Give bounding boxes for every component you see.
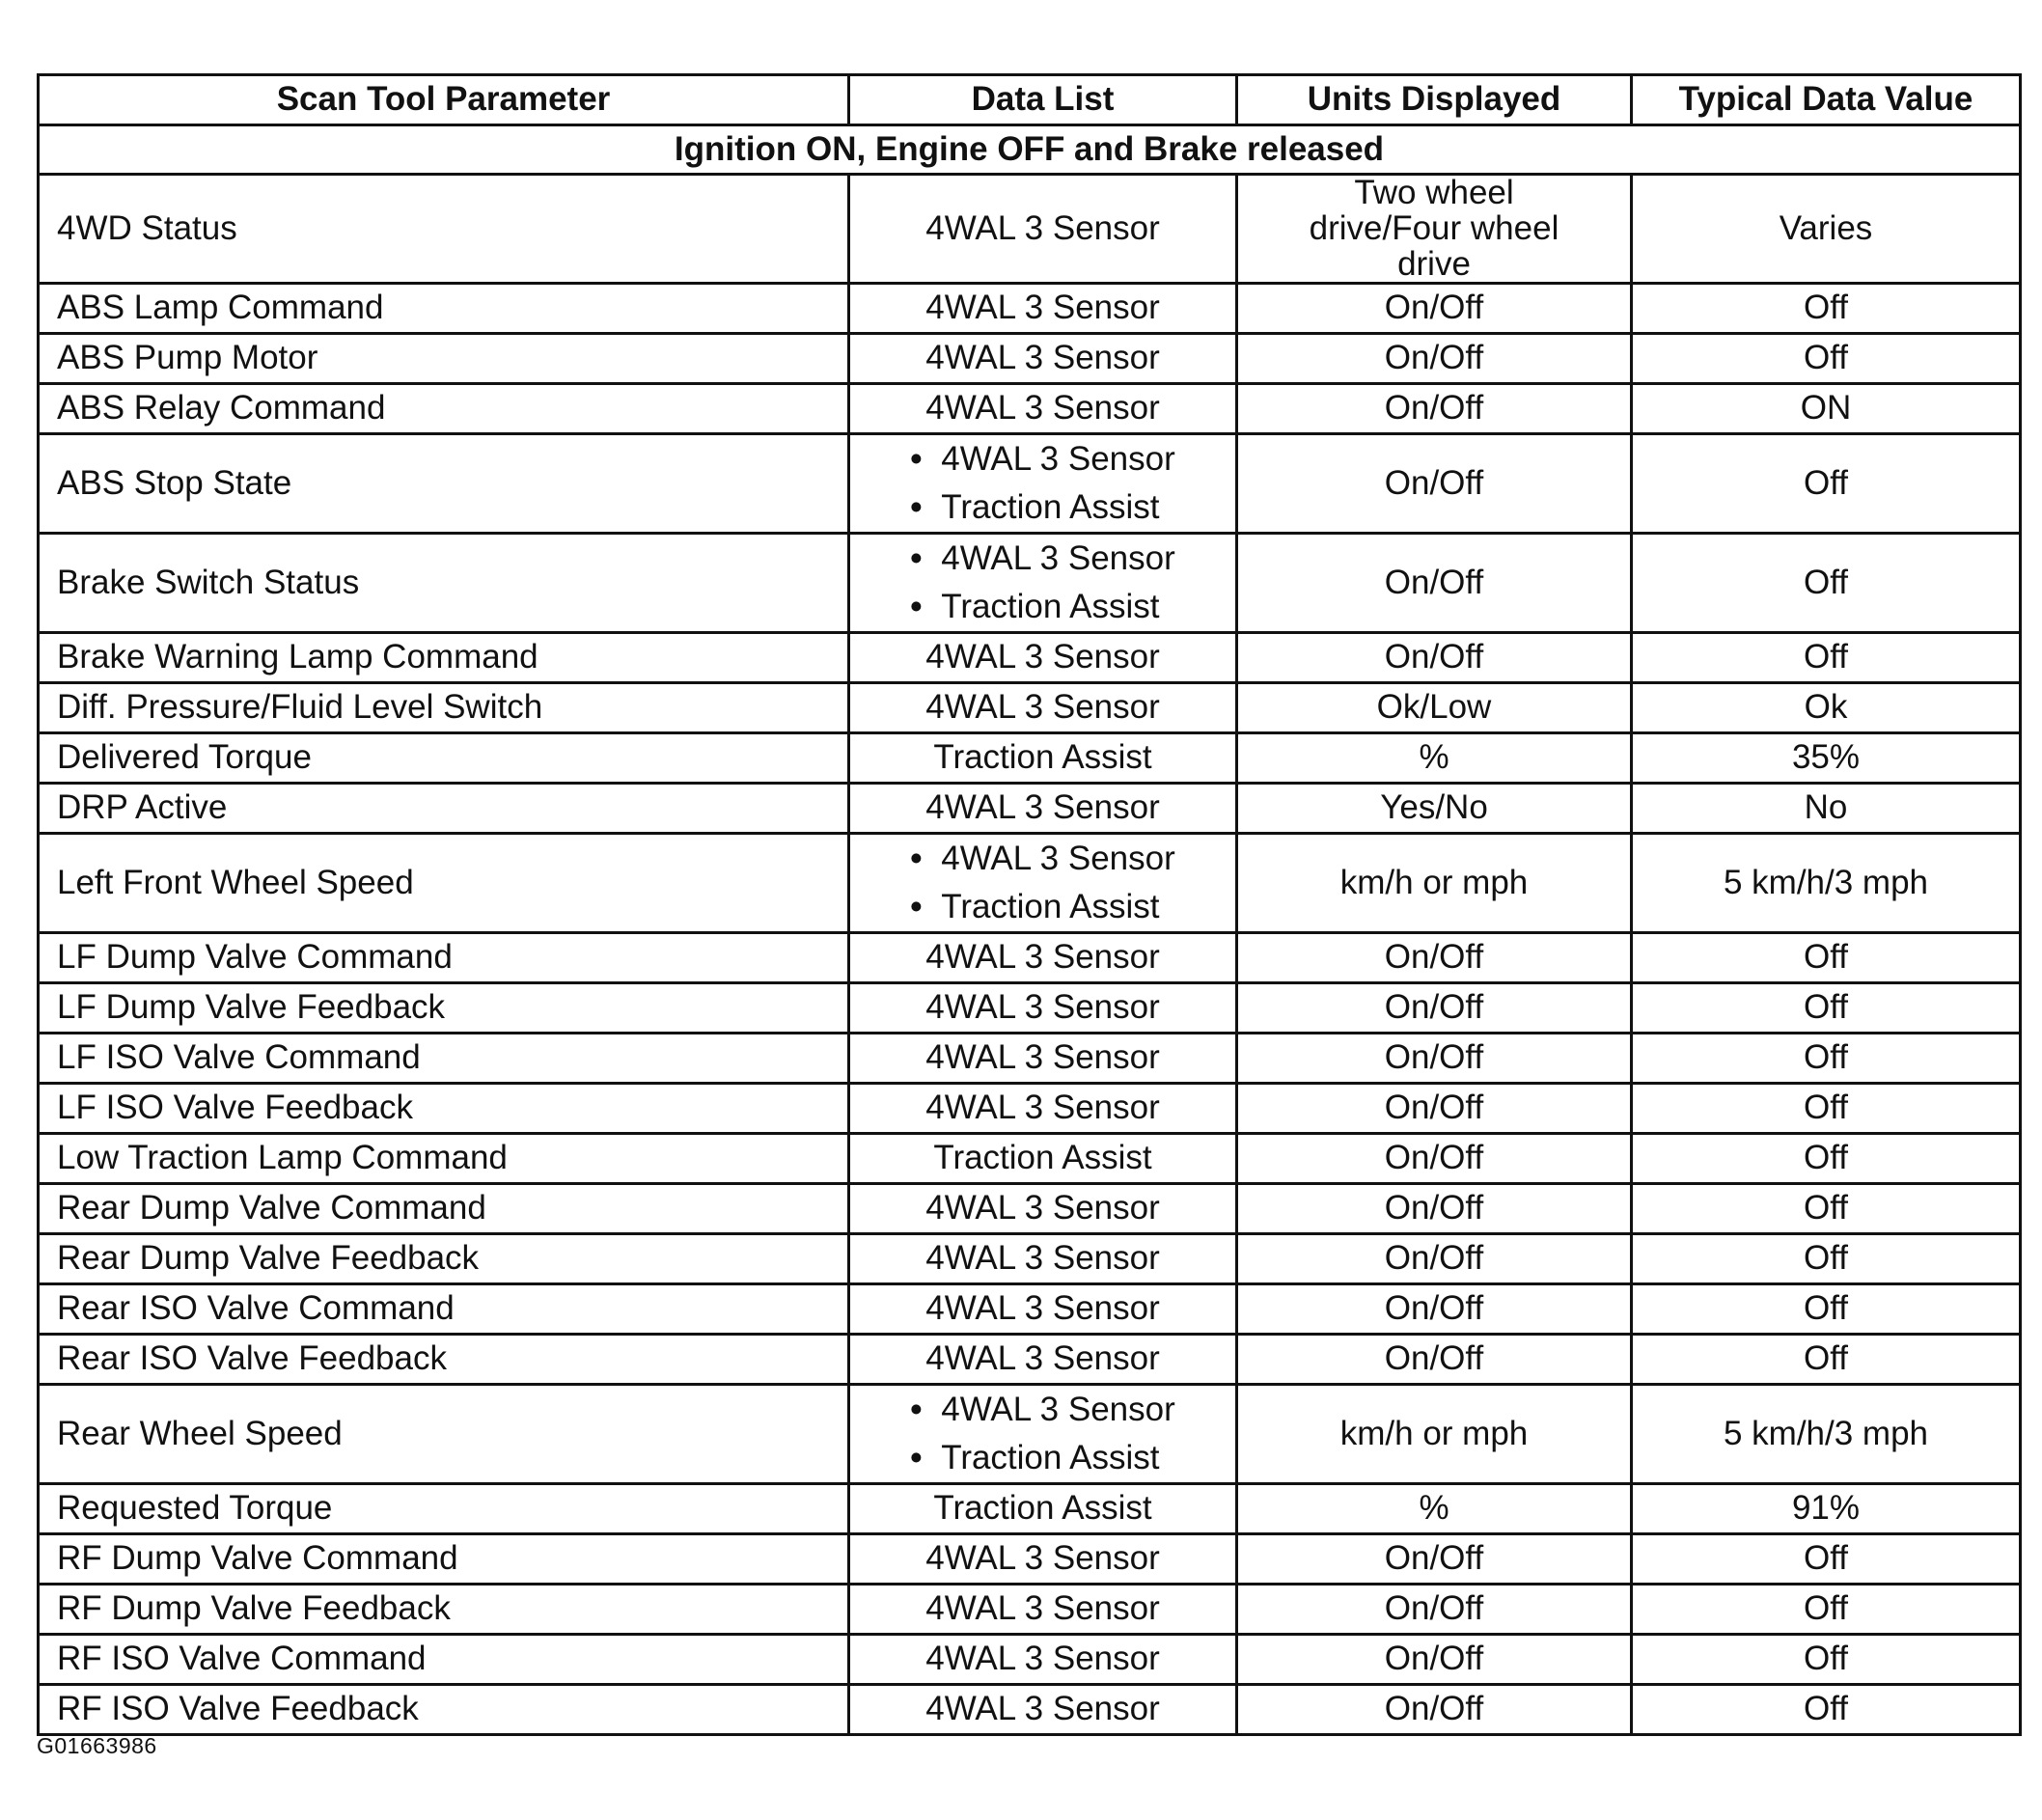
units-cell: On/Off <box>1237 983 1632 1034</box>
typical-value-cell: Varies <box>1632 175 2021 284</box>
parameter-cell: LF Dump Valve Feedback <box>39 983 849 1034</box>
typical-value-cell: Off <box>1632 284 2021 334</box>
table-row <box>39 1284 2021 1335</box>
data-list-cell: 4WAL 3 Sensor <box>849 284 1237 334</box>
units-cell: On/Off <box>1237 1585 1632 1635</box>
condition-row <box>39 125 2021 175</box>
table-row <box>39 683 2021 733</box>
data-list-item: • 4WAL 3 Sensor <box>910 435 1175 483</box>
data-list-cell: 4WAL 3 Sensor <box>849 983 1237 1034</box>
header-data-list: Data List <box>849 75 1237 125</box>
typical-value-cell: Off <box>1632 633 2021 683</box>
table-header-row <box>39 75 2021 125</box>
units-cell: On/Off <box>1237 1234 1632 1284</box>
typical-value-cell: Off <box>1632 1284 2021 1335</box>
units-cell: On/Off <box>1237 434 1632 534</box>
data-list-cell: Traction Assist <box>849 733 1237 784</box>
units-cell: On/Off <box>1237 1284 1632 1335</box>
typical-value-cell: Off <box>1632 1184 2021 1234</box>
units-cell: % <box>1237 733 1632 784</box>
data-list-cell: 4WAL 3 Sensor <box>849 1534 1237 1585</box>
table-row <box>39 834 2021 933</box>
typical-value-cell: Off <box>1632 933 2021 983</box>
table-row <box>39 1034 2021 1084</box>
parameter-cell: Rear ISO Valve Feedback <box>39 1335 849 1385</box>
table-row <box>39 1685 2021 1735</box>
table-row <box>39 1385 2021 1484</box>
table-row <box>39 284 2021 334</box>
units-cell: On/Off <box>1237 334 1632 384</box>
table-row <box>39 1534 2021 1585</box>
typical-value-cell: Off <box>1632 334 2021 384</box>
typical-value-cell: Off <box>1632 983 2021 1034</box>
table-row <box>39 784 2021 834</box>
parameter-cell: Rear Wheel Speed <box>39 1385 849 1484</box>
typical-value-cell: Off <box>1632 1134 2021 1184</box>
parameter-cell: Brake Switch Status <box>39 534 849 633</box>
typical-value-cell: Off <box>1632 1685 2021 1735</box>
typical-value-cell: 5 km/h/3 mph <box>1632 834 2021 933</box>
table-row <box>39 1335 2021 1385</box>
data-list-cell <box>849 1385 1237 1484</box>
scan-tool-data-table <box>37 73 2022 1736</box>
figure-id: G01663986 <box>37 1733 157 1758</box>
data-list-bullets <box>910 835 1175 931</box>
typical-value-cell: No <box>1632 784 2021 834</box>
table-row <box>39 633 2021 683</box>
data-list-cell: 4WAL 3 Sensor <box>849 1284 1237 1335</box>
table-row <box>39 1184 2021 1234</box>
data-list-cell: 4WAL 3 Sensor <box>849 1635 1237 1685</box>
parameter-cell: Rear ISO Valve Command <box>39 1284 849 1335</box>
data-list-cell <box>849 534 1237 633</box>
table-row <box>39 334 2021 384</box>
table-row <box>39 1484 2021 1534</box>
data-list-cell: 4WAL 3 Sensor <box>849 633 1237 683</box>
parameter-cell: LF Dump Valve Command <box>39 933 849 983</box>
parameter-cell: Left Front Wheel Speed <box>39 834 849 933</box>
parameter-cell: LF ISO Valve Feedback <box>39 1084 849 1134</box>
typical-value-cell: Off <box>1632 1034 2021 1084</box>
units-cell: Yes/No <box>1237 784 1632 834</box>
units-cell: On/Off <box>1237 284 1632 334</box>
parameter-cell: LF ISO Valve Command <box>39 1034 849 1084</box>
parameter-cell: RF ISO Valve Command <box>39 1635 849 1685</box>
units-cell: On/Off <box>1237 933 1632 983</box>
units-cell: On/Off <box>1237 1635 1632 1685</box>
typical-value-cell: 5 km/h/3 mph <box>1632 1385 2021 1484</box>
units-cell: On/Off <box>1237 1184 1632 1234</box>
table-row <box>39 1635 2021 1685</box>
parameter-cell: ABS Lamp Command <box>39 284 849 334</box>
units-cell: On/Off <box>1237 1685 1632 1735</box>
table-row <box>39 1084 2021 1134</box>
data-list-item: • 4WAL 3 Sensor <box>910 835 1175 883</box>
data-list-bullets <box>910 535 1175 631</box>
parameter-cell: Rear Dump Valve Command <box>39 1184 849 1234</box>
units-cell: km/h or mph <box>1237 1385 1632 1484</box>
units-cell: Ok/Low <box>1237 683 1632 733</box>
data-list-cell: 4WAL 3 Sensor <box>849 1685 1237 1735</box>
typical-value-cell: Off <box>1632 1234 2021 1284</box>
units-cell: Two wheel drive/Four wheel drive <box>1237 175 1632 284</box>
typical-value-cell: Off <box>1632 1585 2021 1635</box>
data-list-cell: 4WAL 3 Sensor <box>849 175 1237 284</box>
table-row <box>39 733 2021 784</box>
data-list-cell: 4WAL 3 Sensor <box>849 384 1237 434</box>
units-cell: On/Off <box>1237 1335 1632 1385</box>
parameter-cell: Brake Warning Lamp Command <box>39 633 849 683</box>
data-list-cell: Traction Assist <box>849 1484 1237 1534</box>
parameter-cell: Low Traction Lamp Command <box>39 1134 849 1184</box>
typical-value-cell: Off <box>1632 1335 2021 1385</box>
data-list-cell <box>849 834 1237 933</box>
data-list-item: • 4WAL 3 Sensor <box>910 1386 1175 1434</box>
data-list-cell: 4WAL 3 Sensor <box>849 1184 1237 1234</box>
table-row <box>39 1585 2021 1635</box>
header-scan-tool-parameter: Scan Tool Parameter <box>39 75 849 125</box>
table-row <box>39 983 2021 1034</box>
parameter-cell: Rear Dump Valve Feedback <box>39 1234 849 1284</box>
data-list-cell: 4WAL 3 Sensor <box>849 933 1237 983</box>
data-list-bullets <box>910 435 1175 532</box>
units-cell: On/Off <box>1237 1084 1632 1134</box>
data-list-cell: 4WAL 3 Sensor <box>849 1234 1237 1284</box>
parameter-cell: Requested Torque <box>39 1484 849 1534</box>
table-row <box>39 1234 2021 1284</box>
table-row <box>39 534 2021 633</box>
units-cell: On/Off <box>1237 384 1632 434</box>
data-list-item: • 4WAL 3 Sensor <box>910 535 1175 583</box>
data-list-cell: 4WAL 3 Sensor <box>849 784 1237 834</box>
table-row <box>39 933 2021 983</box>
data-list-cell <box>849 434 1237 534</box>
data-list-cell: 4WAL 3 Sensor <box>849 1034 1237 1084</box>
data-list-cell: 4WAL 3 Sensor <box>849 334 1237 384</box>
typical-value-cell: Off <box>1632 1084 2021 1134</box>
typical-value-cell: Off <box>1632 1534 2021 1585</box>
units-cell: On/Off <box>1237 1034 1632 1084</box>
typical-value-cell: Off <box>1632 434 2021 534</box>
typical-value-cell: Off <box>1632 534 2021 633</box>
units-cell: On/Off <box>1237 1534 1632 1585</box>
data-list-bullets <box>910 1386 1175 1482</box>
typical-value-cell: Ok <box>1632 683 2021 733</box>
parameter-cell: DRP Active <box>39 784 849 834</box>
units-cell: On/Off <box>1237 1134 1632 1184</box>
typical-value-cell: Off <box>1632 1635 2021 1685</box>
units-cell: On/Off <box>1237 534 1632 633</box>
parameter-cell: Diff. Pressure/Fluid Level Switch <box>39 683 849 733</box>
table-row <box>39 434 2021 534</box>
table-row <box>39 384 2021 434</box>
data-list-cell: 4WAL 3 Sensor <box>849 1335 1237 1385</box>
data-list-cell: 4WAL 3 Sensor <box>849 683 1237 733</box>
condition-text: Ignition ON, Engine OFF and Brake released <box>39 125 2021 175</box>
units-cell: % <box>1237 1484 1632 1534</box>
data-list-item: • Traction Assist <box>910 483 1175 532</box>
parameter-cell: RF Dump Valve Command <box>39 1534 849 1585</box>
data-list-cell: Traction Assist <box>849 1134 1237 1184</box>
data-list-item: • Traction Assist <box>910 883 1175 931</box>
parameter-cell: ABS Relay Command <box>39 384 849 434</box>
typical-value-cell: 35% <box>1632 733 2021 784</box>
data-list-cell: 4WAL 3 Sensor <box>849 1585 1237 1635</box>
typical-value-cell: 91% <box>1632 1484 2021 1534</box>
parameter-cell: ABS Stop State <box>39 434 849 534</box>
typical-value-cell: ON <box>1632 384 2021 434</box>
data-list-item: • Traction Assist <box>910 583 1175 631</box>
parameter-cell: RF ISO Valve Feedback <box>39 1685 849 1735</box>
data-list-cell: 4WAL 3 Sensor <box>849 1084 1237 1134</box>
header-typical-data-value: Typical Data Value <box>1632 75 2021 125</box>
table-row <box>39 175 2021 284</box>
table-row <box>39 1134 2021 1184</box>
parameter-cell: ABS Pump Motor <box>39 334 849 384</box>
units-cell: km/h or mph <box>1237 834 1632 933</box>
parameter-cell: 4WD Status <box>39 175 849 284</box>
header-units-displayed: Units Displayed <box>1237 75 1632 125</box>
parameter-cell: Delivered Torque <box>39 733 849 784</box>
data-list-item: • Traction Assist <box>910 1434 1175 1482</box>
parameter-cell: RF Dump Valve Feedback <box>39 1585 849 1635</box>
units-cell: On/Off <box>1237 633 1632 683</box>
